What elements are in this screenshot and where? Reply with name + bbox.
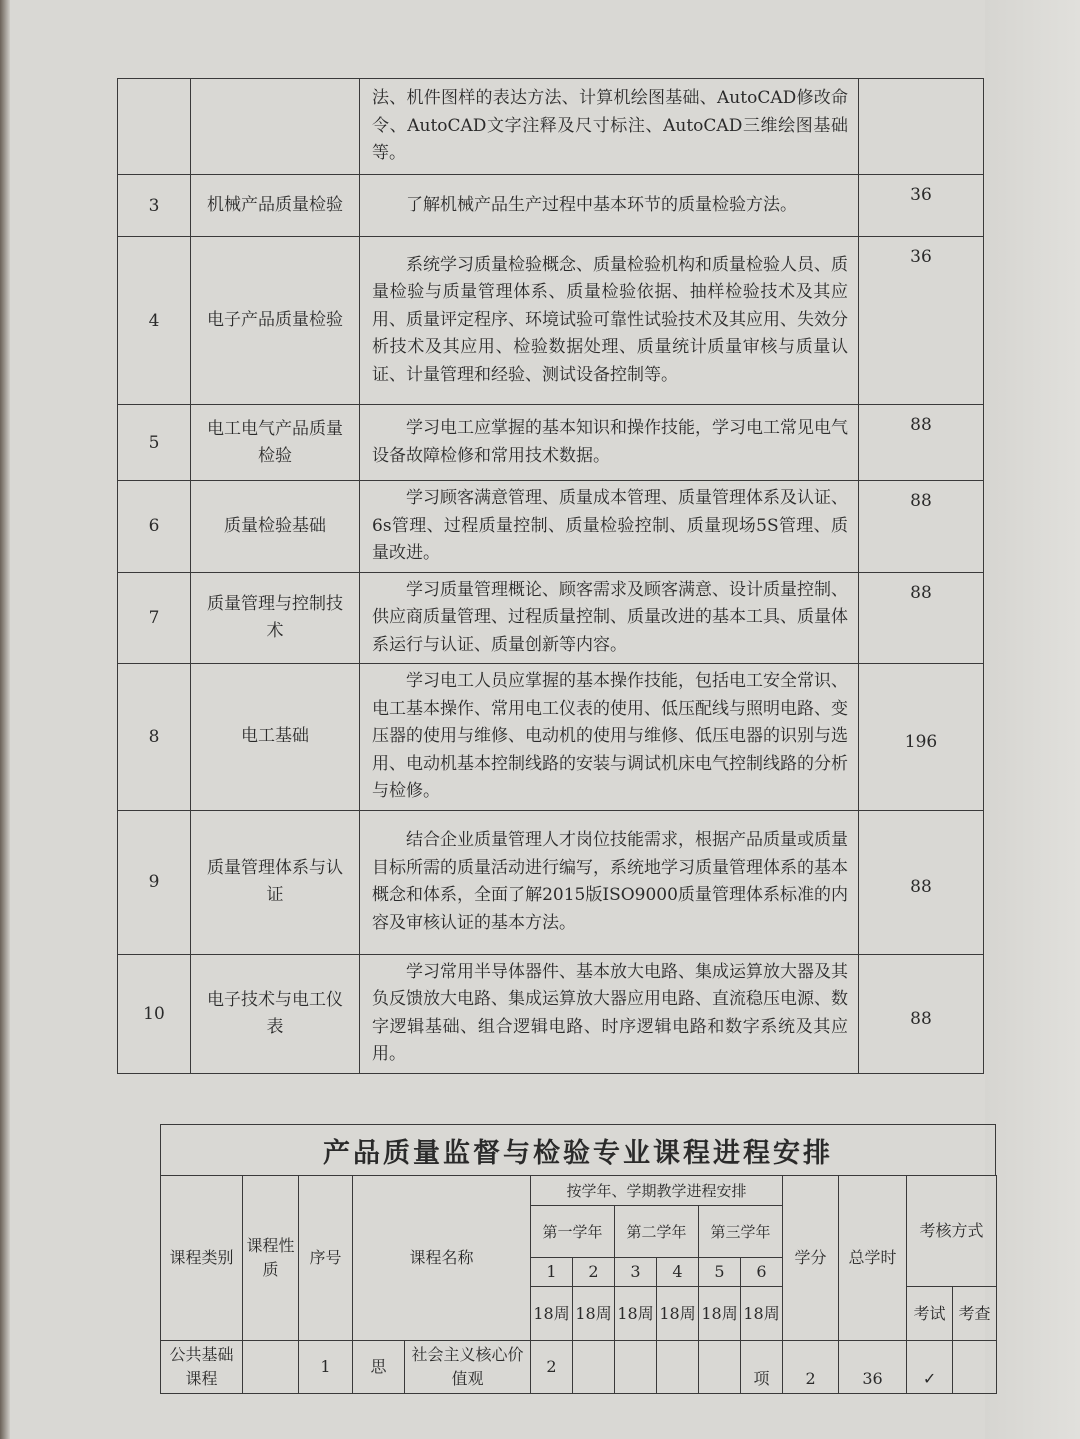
header-check: 考查 — [953, 1287, 997, 1341]
course-check — [953, 1341, 997, 1394]
course-hours: 88 — [859, 810, 984, 954]
course-hours: 88 — [859, 405, 984, 481]
semester-4: 4 — [657, 1258, 699, 1287]
course-name: 质量管理与控制技术 — [191, 572, 360, 664]
course-credits: 2 — [783, 1341, 839, 1394]
row-number: 5 — [118, 405, 191, 481]
semester-3: 3 — [615, 1258, 657, 1287]
weeks-1: 18周 — [531, 1287, 573, 1341]
header-category: 课程类别 — [161, 1176, 243, 1341]
row-number — [118, 79, 191, 175]
course-name: 质量管理体系与认证 — [191, 810, 360, 954]
course-hours: 88 — [859, 954, 984, 1073]
semester-value-5 — [699, 1341, 741, 1394]
course-hours: 88 — [859, 481, 984, 573]
semester-1: 1 — [531, 1258, 573, 1287]
table-row — [118, 954, 984, 1073]
course-description: 了解机械产品生产过程中基本环节的质量检验方法。 — [360, 175, 859, 237]
course-description: 学习电工人员应掌握的基本操作技能，包括电工安全常识、电工基本操作、常用电工仪表的使用、低压配线与照明电路、变压器的使用与维修、电动机的使用与维修、低压电器的识别与选用、电动机基本控制线路的安装与调试机床电气控制线路的分析与检修。 — [360, 664, 859, 811]
header-exam: 考试 — [907, 1287, 953, 1341]
course-name: 电子产品质量检验 — [191, 237, 360, 405]
row-number: 10 — [118, 954, 191, 1073]
table-row — [118, 481, 984, 573]
weeks-5: 18周 — [699, 1287, 741, 1341]
course-schedule — [160, 1124, 996, 1394]
course-hours: 196 — [859, 664, 984, 811]
course-name: 机械产品质量检验 — [191, 175, 360, 237]
course-description: 结合企业质量管理人才岗位技能需求，根据产品质量或质量目标所需的质量活动进行编写，系统地学习质量管理体系的基本概念和体系，全面了解2015版ISO9000质量管理体系标准的内容及审核认证的基本方法。 — [360, 810, 859, 954]
course-category: 公共基础课程 — [161, 1341, 243, 1394]
course-name: 社会主义核心价值观 — [405, 1341, 531, 1394]
header-credits: 学分 — [783, 1176, 839, 1341]
semester-value-2 — [573, 1341, 615, 1394]
row-number: 3 — [118, 175, 191, 237]
header-year-1: 第一学年 — [531, 1206, 615, 1258]
row-number: 4 — [118, 237, 191, 405]
row-number: 9 — [118, 810, 191, 954]
course-description: 法、机件图样的表达方法、计算机绘图基础、AutoCAD修改命令、AutoCAD文字注释及尺寸标注、AutoCAD三维绘图基础等。 — [360, 79, 859, 175]
semester-value-3 — [615, 1341, 657, 1394]
course-nature — [243, 1341, 299, 1394]
course-description: 学习常用半导体器件、基本放大电路、集成运算放大器及其负反馈放大电路、集成运算放大器应用电路、直流稳压电源、数字逻辑基础、组合逻辑电路、时序逻辑电路和数字系统及其应用。 — [360, 954, 859, 1073]
weeks-3: 18周 — [615, 1287, 657, 1341]
header-nature: 课程性质 — [243, 1176, 299, 1341]
semester-value-1: 2 — [531, 1341, 573, 1394]
header-year-3: 第三学年 — [699, 1206, 783, 1258]
header-row — [161, 1176, 997, 1206]
semester-value-6: 项 — [741, 1341, 783, 1394]
course-description: 系统学习质量检验概念、质量检验机构和质量检验人员、质量检验与质量管理体系、质量检验依据、抽样检验技术及其应用、质量评定程序、环境试验可靠性试验技术及其应用、失效分析技术及其应用、检验数据处理、质量统计质量审核与质量认证、计量管理和经验、测试设备控制等。 — [360, 237, 859, 405]
page-edge-shadow — [0, 0, 10, 1439]
table-row — [118, 572, 984, 664]
schedule-title: 产品质量监督与检验专业课程进程安排 — [160, 1124, 996, 1175]
table-row — [118, 79, 984, 175]
course-description: 学习质量管理概论、顾客需求及顾客满意、设计质量控制、供应商质量管理、过程质量控制、质量改进的基本工具、质量体系运行与认证、质量创新等内容。 — [360, 572, 859, 664]
table-row — [118, 175, 984, 237]
course-name: 电工电气产品质量检验 — [191, 405, 360, 481]
course-name: 质量检验基础 — [191, 481, 360, 573]
semester-value-4 — [657, 1341, 699, 1394]
page-fold — [985, 0, 1080, 1439]
course-name: 电子技术与电工仪表 — [191, 954, 360, 1073]
weeks-4: 18周 — [657, 1287, 699, 1341]
course-name-prefix: 思 — [353, 1341, 405, 1394]
row-number: 6 — [118, 481, 191, 573]
schedule-table — [160, 1175, 997, 1394]
header-year-2: 第二学年 — [615, 1206, 699, 1258]
course-hours — [859, 79, 984, 175]
header-course-name: 课程名称 — [353, 1176, 531, 1341]
table-row — [118, 237, 984, 405]
semester-2: 2 — [573, 1258, 615, 1287]
course-description: 学习顾客满意管理、质量成本管理、质量管理体系及认证、6s管理、过程质量控制、质量检验控制、质量现场5S管理、质量改进。 — [360, 481, 859, 573]
course-description: 学习电工应掌握的基本知识和操作技能，学习电工常见电气设备故障检修和常用技术数据。 — [360, 405, 859, 481]
row-number: 8 — [118, 664, 191, 811]
table-row — [161, 1341, 997, 1394]
header-total-hours: 总学时 — [839, 1176, 907, 1341]
course-hours: 36 — [859, 237, 984, 405]
header-assessment: 考核方式 — [907, 1176, 997, 1287]
row-number: 7 — [118, 572, 191, 664]
course-name: 电工基础 — [191, 664, 360, 811]
course-total-hours: 36 — [839, 1341, 907, 1394]
weeks-6: 18周 — [741, 1287, 783, 1341]
course-description-table — [117, 78, 984, 1074]
semester-5: 5 — [699, 1258, 741, 1287]
exam-check-icon: ✓ — [907, 1341, 953, 1394]
semester-6: 6 — [741, 1258, 783, 1287]
header-seq: 序号 — [299, 1176, 353, 1341]
course-name — [191, 79, 360, 175]
table-row — [118, 810, 984, 954]
course-seq: 1 — [299, 1341, 353, 1394]
course-hours: 36 — [859, 175, 984, 237]
course-hours: 88 — [859, 572, 984, 664]
header-arrangement: 按学年、学期教学进程安排 — [531, 1176, 783, 1206]
weeks-2: 18周 — [573, 1287, 615, 1341]
table-row — [118, 405, 984, 481]
table-row — [118, 664, 984, 811]
